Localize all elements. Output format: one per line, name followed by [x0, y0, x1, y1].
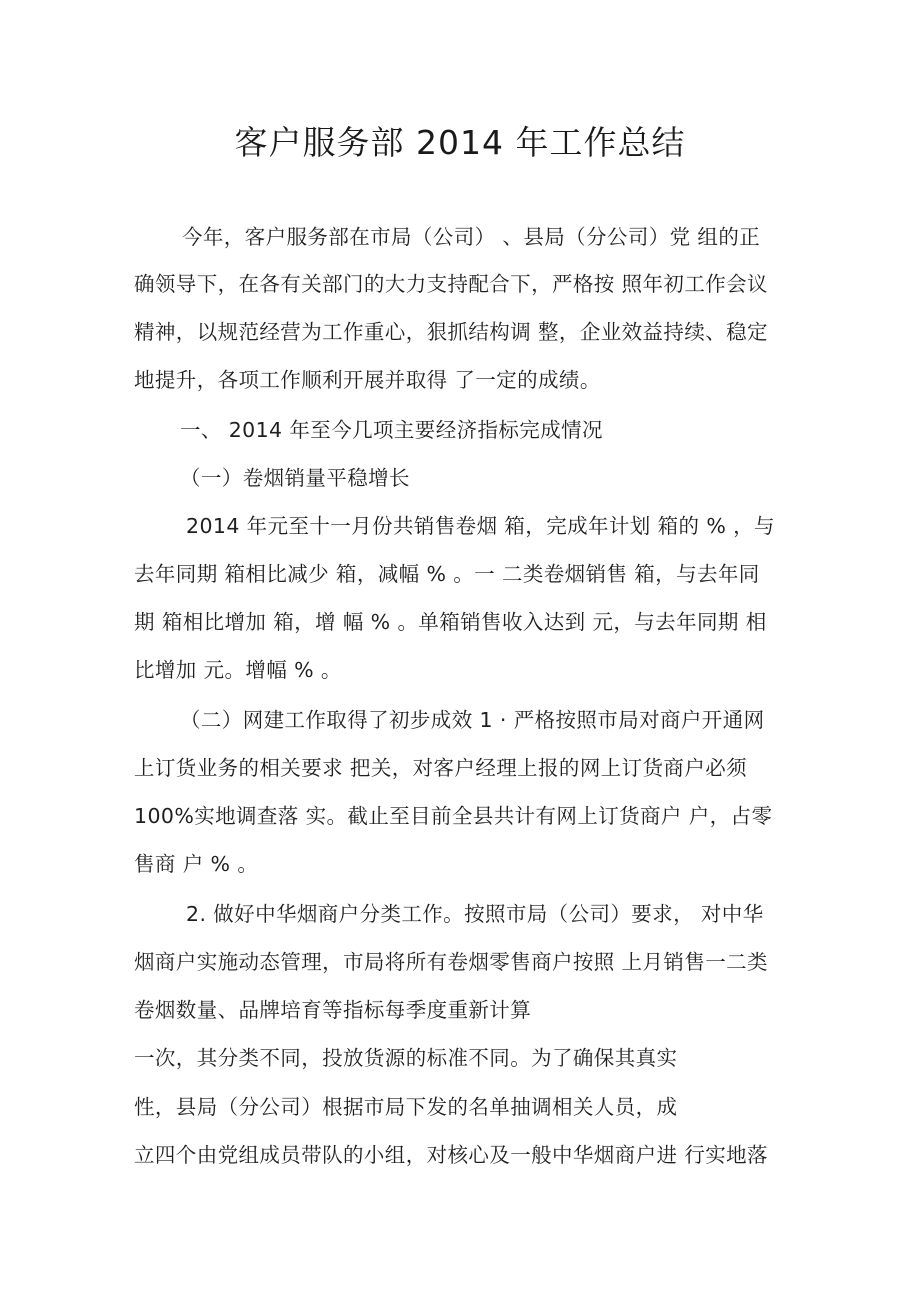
body-line-3: 精神，以规范经营为工作重心，狠抓结构调 整，企业效益持续、稳定 [134, 320, 768, 344]
body-line-11: 售商 户 % 。 [134, 852, 259, 876]
body-line-17: 立四个由党组成员带队的小组，对核心及一般中华烟商户进 行实地落 [134, 1143, 768, 1167]
body-line-9: 上订货业务的相关要求 把关，对客户经理上报的网上订货商户必须 [134, 756, 748, 780]
body-line-15: 一次，其分类不同，投放货源的标准不同。为了确保其真实 [134, 1046, 678, 1070]
body-line-7: 期 箱相比增加 箱，增 幅 % 。单箱销售收入达到 元，与去年同期 相 [134, 610, 767, 634]
body-line-16: 性，县局（分公司）根据市局下发的名单抽调相关人员，成 [134, 1095, 678, 1119]
body-line-14: 卷烟数量、品牌培育等指标每季度重新计算 [134, 998, 532, 1022]
body-line-12: 2. 做好中华烟商户分类工作。按照市局（公司）要求， 对中华 [186, 902, 764, 926]
body-line-5: 2014 年元至十一月份共销售卷烟 箱，完成年计划 箱的 % ，与 [186, 514, 775, 538]
body-line-1: 今年，客户服务部在市局（公司） 、县局（分公司）党 组的正 [182, 225, 761, 249]
body-line-2: 确领导下，在各有关部门的大力支持配合下，严格按 照年初工作会议 [134, 272, 768, 296]
body-line-13: 烟商户实施动态管理，市局将所有卷烟零售商户按照 上月销售一二类 [134, 950, 768, 974]
body-line-8: 比增加 元。增幅 % 。 [134, 658, 342, 682]
subsection-heading-1: （一）卷烟销量平稳增长 [180, 466, 410, 490]
document-title: 客户服务部 2014 年工作总结 [234, 123, 686, 162]
body-line-6: 去年同期 箱相比减少 箱，减幅 % 。一 二类卷烟销售 箱，与去年同 [134, 562, 760, 586]
section-heading-1: 一、 2014 年至今几项主要经济指标完成情况 [180, 418, 603, 442]
body-line-10: 100%实地调查落 实。截止至目前全县共计有网上订货商户 户，占零 [134, 804, 773, 828]
subsection-heading-2: （二）网建工作取得了初步成效 1 · 严格按照市局对商户开通网 [180, 708, 765, 732]
body-line-4: 地提升，各项工作顺利开展并取得 了一定的成绩。 [134, 368, 601, 392]
